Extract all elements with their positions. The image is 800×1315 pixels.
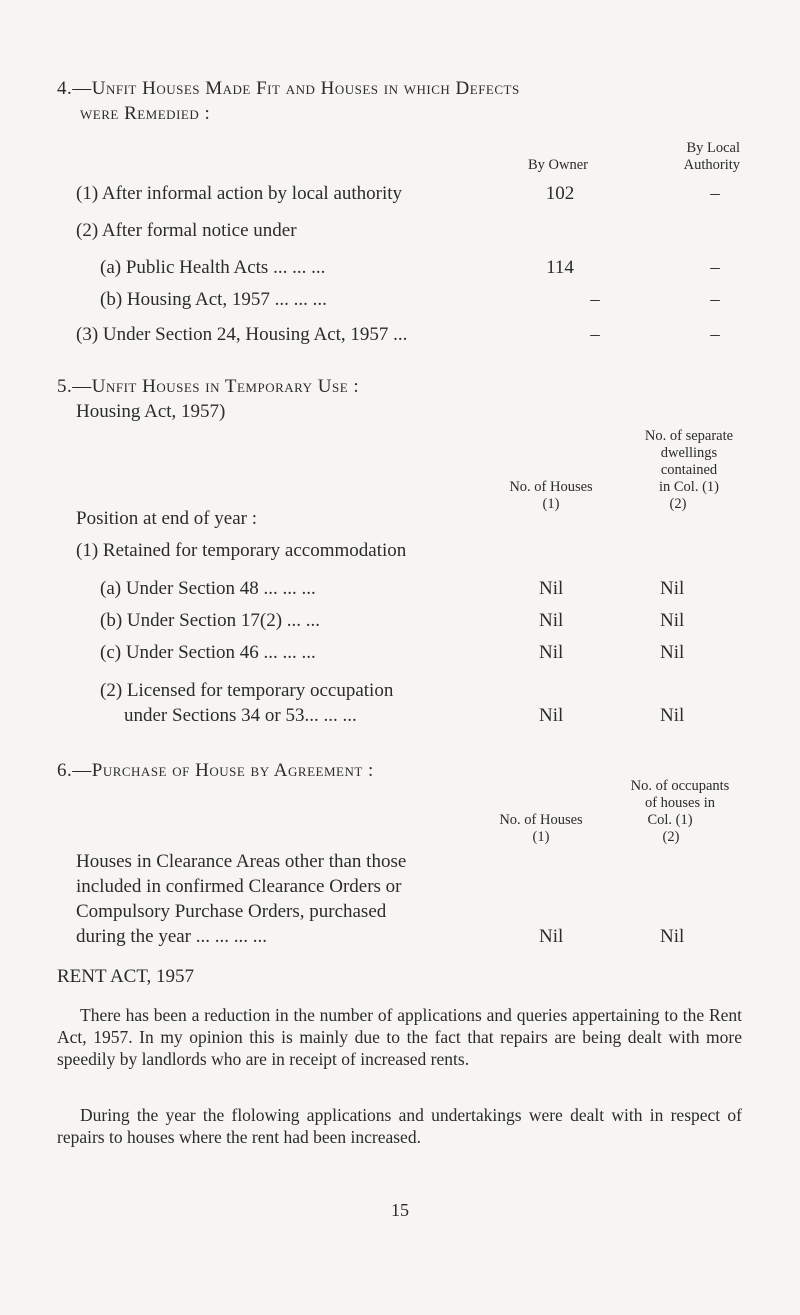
s5-row-a-c1: Nil bbox=[539, 578, 564, 599]
s5-col1-num: (1) bbox=[542, 496, 560, 512]
s5-row-a-label: (a) Under Section 48 ... ... ... bbox=[100, 578, 316, 599]
s6-col2-header-3: Col. (1) bbox=[647, 812, 693, 828]
rent-act-para1-text: There has been a reduction in the number of applications and queries appertaining to the Rent Act, 1957. In my opinion this is mainly due to the fact that repairs are being dealt with more speedily by landlords who are in receipt of increased rents. bbox=[57, 1005, 742, 1069]
s6-c2: Nil bbox=[660, 926, 685, 947]
col-header-local-1: By Local bbox=[686, 140, 740, 156]
s4-row-3-owner: – bbox=[590, 324, 600, 345]
rent-act-heading: RENT ACT, 1957 bbox=[57, 966, 195, 987]
col-header-local-2: Authority bbox=[683, 157, 740, 173]
s5-row-b-label: (b) Under Section 17(2) ... ... bbox=[100, 610, 321, 631]
s5-licensed-c1: Nil bbox=[539, 705, 564, 726]
s5-col2-header-3: contained bbox=[660, 462, 718, 478]
s5-row-c-c2: Nil bbox=[660, 642, 685, 663]
page-number: 15 bbox=[391, 1200, 409, 1220]
rent-act-para2 bbox=[57, 1104, 742, 1148]
s5-col2-header-4: in Col. (1) bbox=[658, 479, 719, 495]
s5-licensed-c2: Nil bbox=[660, 705, 685, 726]
section6-title: 6.—Purchase of House by Agreement : bbox=[57, 760, 374, 781]
section4-title-line2: were Remedied : bbox=[80, 103, 211, 124]
s5-col2-header-1: No. of separate bbox=[644, 428, 734, 444]
s5-licensed-line1: (2) Licensed for temporary occupation bbox=[100, 680, 394, 701]
s6-col1-header: No. of Houses bbox=[499, 812, 583, 828]
s4-row-2a-label: (a) Public Health Acts ... ... ... bbox=[100, 257, 326, 278]
s4-row-1-label: (1) After informal action by local authority bbox=[76, 183, 403, 204]
s6-col1-num: (1) bbox=[532, 829, 550, 845]
rent-act-para1 bbox=[57, 1004, 742, 1070]
s5-retained-label: (1) Retained for temporary accommodation bbox=[76, 540, 407, 561]
s5-row-c-label: (c) Under Section 46 ... ... ... bbox=[100, 642, 316, 663]
s6-c1: Nil bbox=[539, 926, 564, 947]
s5-col2-num: (2) bbox=[669, 496, 687, 512]
rent-act-para2-text: During the year the flolowing applications and undertakings were dealt with in respect of repairs to houses where the rent had been increased. bbox=[57, 1105, 742, 1147]
s4-row-2b-local: – bbox=[710, 289, 720, 310]
s5-row-b-c2: Nil bbox=[660, 610, 685, 631]
s6-col2-header-1: No. of occupants bbox=[630, 778, 730, 794]
s5-licensed-line2: under Sections 34 or 53... ... ... bbox=[124, 705, 357, 726]
col-header-owner: By Owner bbox=[527, 157, 588, 173]
s4-row-2a-owner: 114 bbox=[546, 257, 574, 278]
s6-text-line1: Houses in Clearance Areas other than those bbox=[76, 851, 407, 872]
s5-row-a-c2: Nil bbox=[660, 578, 685, 599]
s5-position-label: Position at end of year : bbox=[76, 508, 257, 529]
section5-title: 5.—Unfit Houses in Temporary Use : bbox=[57, 376, 360, 397]
s4-row-1-local: – bbox=[710, 183, 720, 204]
s5-col2-header-2: dwellings bbox=[660, 445, 718, 461]
s6-text-line3: Compulsory Purchase Orders, purchased bbox=[76, 901, 387, 922]
s5-col1-header: No. of Houses bbox=[509, 479, 593, 495]
s4-row-2a-local: – bbox=[710, 257, 720, 278]
s4-row-1-owner: 102 bbox=[545, 183, 575, 204]
section4-title-line1: 4.—Unfit Houses Made Fit and Houses in which Defects bbox=[57, 78, 520, 99]
section5-subtitle: Housing Act, 1957) bbox=[76, 401, 226, 422]
s4-row-3-local: – bbox=[710, 324, 720, 345]
s5-row-b-c1: Nil bbox=[539, 610, 564, 631]
s6-text-line2: included in confirmed Clearance Orders or bbox=[76, 876, 402, 897]
s4-row-2b-label: (b) Housing Act, 1957 ... ... ... bbox=[100, 289, 327, 310]
s4-row-2b-owner: – bbox=[590, 289, 600, 310]
s5-row-c-c1: Nil bbox=[539, 642, 564, 663]
s6-col2-num: (2) bbox=[662, 829, 680, 845]
s4-row-3-label: (3) Under Section 24, Housing Act, 1957 ... bbox=[76, 324, 408, 345]
s4-row-2-label: (2) After formal notice under bbox=[76, 220, 297, 241]
s6-text-line4: during the year ... ... ... ... bbox=[76, 926, 268, 947]
s6-col2-header-2: of houses in bbox=[644, 795, 716, 811]
